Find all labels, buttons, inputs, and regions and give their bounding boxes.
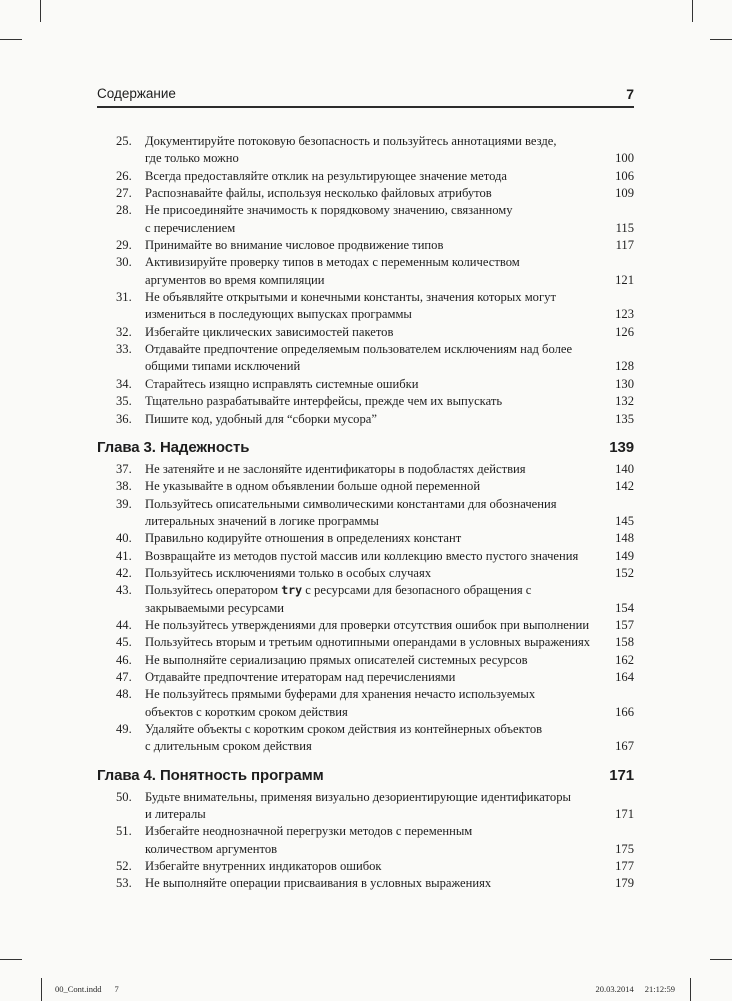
toc-item-line: Не объявляйте открытыми и конечными константы, значения которых могут <box>145 290 556 305</box>
slug-time: 21:12:59 <box>644 984 675 994</box>
toc-item-text <box>145 393 609 410</box>
toc-item-page: 164 <box>615 669 634 684</box>
toc-item-text <box>145 168 609 185</box>
toc-item <box>97 496 634 531</box>
crop-mark-bottom-right-vertical <box>690 978 691 1001</box>
toc-item <box>97 376 634 393</box>
toc-item <box>97 634 634 651</box>
toc-item-page: 171 <box>615 807 634 822</box>
toc-item-line: Не пользуйтесь прямыми буферами для хранения нечасто используемых <box>145 687 536 702</box>
toc-item-page: 149 <box>615 548 634 563</box>
toc-item-line: Старайтесь изящно исправлять системные ошибки <box>145 376 419 391</box>
toc-item-number: 50. <box>116 789 132 804</box>
toc-item <box>97 185 634 202</box>
toc-item-text <box>145 565 609 582</box>
toc-item <box>97 341 634 376</box>
toc-item-page: 154 <box>615 600 634 615</box>
toc-item-page: 106 <box>615 168 634 183</box>
toc-item <box>97 789 634 824</box>
toc-item-line: Не выполняйте сериализацию прямых описателей системных ресурсов <box>145 652 528 667</box>
crop-mark-top-left-vertical <box>40 0 41 22</box>
toc-item-page: 126 <box>615 324 634 339</box>
toc-item-page: 121 <box>615 272 634 287</box>
toc-item <box>97 478 634 495</box>
toc-item-line: Принимайте во внимание числовое продвижение типов <box>145 238 444 253</box>
toc-chapter-title: Глава 3. Надежность <box>97 438 250 456</box>
toc-item-text <box>145 721 609 756</box>
toc-item <box>97 582 634 617</box>
toc-item-line: объектов с коротким сроком действия <box>145 704 348 719</box>
crop-mark-top-right-vertical <box>692 0 693 22</box>
toc-item-line: Пользуйтесь исключениями только в особых случаях <box>145 565 432 580</box>
toc-item-text <box>145 324 609 341</box>
toc-item-line: закрываемыми ресурсами <box>145 600 284 615</box>
toc-item-line: Избегайте внутренних индикаторов ошибок <box>145 859 382 874</box>
toc-item-text <box>145 289 609 324</box>
toc-item <box>97 669 634 686</box>
toc-item-line: Правильно кодируйте отношения в определениях констант <box>145 531 462 546</box>
toc-item-number: 49. <box>116 722 132 736</box>
toc-item-number: 37. <box>116 461 132 476</box>
toc-item-page: 179 <box>615 876 634 891</box>
toc-item-text <box>145 858 609 875</box>
toc-item-text <box>145 496 609 531</box>
toc-item-number: 40. <box>116 531 132 546</box>
toc-item <box>97 652 634 669</box>
toc-item-text <box>145 341 609 376</box>
toc-item-text <box>145 530 609 547</box>
toc-item-number: 44. <box>116 617 132 632</box>
toc-item <box>97 530 634 547</box>
toc-item <box>97 393 634 410</box>
toc-item-page: 135 <box>615 411 634 426</box>
toc-item-page: 140 <box>615 461 634 476</box>
toc-item-page: 142 <box>615 479 634 494</box>
toc-item-page: 130 <box>615 376 634 391</box>
toc-item-line: Возвращайте из методов пустой массив или коллекцию вместо пустого значения <box>145 548 579 563</box>
toc-item-number: 48. <box>116 687 132 702</box>
toc-item-text <box>145 237 610 254</box>
toc-item-line: Избегайте неоднозначной перегрузки методов с переменным <box>145 824 473 839</box>
toc-item-line: Тщательно разрабатывайте интерфейсы, прежде чем их выпускать <box>145 394 503 409</box>
toc-item-line: и литералы <box>145 807 206 822</box>
toc-item-line: Пользуйтесь вторым и третьим однотипными операндами в условных выражениях <box>145 635 591 650</box>
crop-mark-bottom-left-vertical <box>41 978 42 1001</box>
toc-item-line: общими типами исключений <box>145 359 301 374</box>
toc-item-number: 25. <box>116 134 132 148</box>
toc-item-number: 32. <box>116 324 132 339</box>
toc-item-text <box>145 202 610 237</box>
toc-item-page: 158 <box>615 635 634 650</box>
toc-item-line: Пользуйтесь описательными символическими константами для обозначения <box>145 496 557 511</box>
page-number: 7 <box>626 86 634 102</box>
toc-item-number: 35. <box>116 394 132 409</box>
toc-item <box>97 461 634 478</box>
toc-item <box>97 721 634 756</box>
toc-item-text <box>145 411 609 428</box>
toc-item-text <box>145 652 609 669</box>
toc-item-number: 46. <box>116 652 132 667</box>
toc-item <box>97 875 634 892</box>
toc-item-text <box>145 582 609 617</box>
toc-item-text <box>145 185 609 202</box>
toc-item-number: 34. <box>116 376 132 391</box>
toc-item-page: 145 <box>615 513 634 528</box>
toc-item-line: с длительным сроком действия <box>145 739 312 754</box>
slug-date: 20.03.2014 <box>595 984 634 994</box>
toc-item-page: 175 <box>615 841 634 856</box>
toc-item-number: 28. <box>116 203 132 218</box>
toc-item-text <box>145 823 609 858</box>
toc-item-page: 109 <box>615 186 634 201</box>
toc-item <box>97 823 634 858</box>
toc-item-number: 31. <box>116 290 132 305</box>
toc-item-line: Отдавайте предпочтение итераторам над перечислениями <box>145 669 456 684</box>
toc-item-line: литеральных значений в логике программы <box>145 513 379 528</box>
toc-item-page: 123 <box>615 307 634 322</box>
toc-list <box>97 133 634 893</box>
toc-item-line: Отдавайте предпочтение определяемым пользователем исключениям над более <box>145 342 573 357</box>
toc-item-number: 39. <box>116 496 132 511</box>
toc-item <box>97 168 634 185</box>
toc-item-page: 117 <box>615 238 634 253</box>
toc-item-line: Всегда предоставляйте отклик на результирующее значение метода <box>145 168 508 183</box>
toc-item-number: 26. <box>116 168 132 183</box>
toc-item-line: с перечислением <box>145 220 236 235</box>
toc-item-page: 128 <box>615 359 634 374</box>
toc-item-text <box>145 478 609 495</box>
toc-item <box>97 565 634 582</box>
toc-item-line: измениться в последующих выпусках программы <box>145 307 412 322</box>
toc-item-number: 29. <box>116 238 132 253</box>
toc-item-number: 36. <box>116 411 132 426</box>
toc-item-text <box>145 686 609 721</box>
toc-item-text <box>145 875 609 892</box>
toc-item-text <box>145 376 609 393</box>
toc-item-line: Избегайте циклических зависимостей пакетов <box>145 324 394 339</box>
toc-item-number: 43. <box>116 583 132 598</box>
toc-chapter-page: 171 <box>609 766 634 784</box>
toc-item-line: Не присоединяйте значимость к порядковому значению, связанному <box>145 203 513 218</box>
toc-item-text <box>145 133 609 168</box>
toc-chapter-page: 139 <box>609 438 634 456</box>
toc-item-number: 52. <box>116 859 132 874</box>
toc-item-line: где только можно <box>145 151 239 166</box>
toc-chapter <box>97 438 634 458</box>
crop-mark-bottom-left-horizontal <box>0 959 22 960</box>
toc-item-text <box>145 254 609 289</box>
toc-item-page: 148 <box>615 531 634 546</box>
toc-item-text <box>145 669 609 686</box>
toc-item-page: 177 <box>615 859 634 874</box>
inline-code: try <box>281 583 303 598</box>
crop-mark-top-right-horizontal <box>710 39 732 40</box>
toc-item-number: 41. <box>116 548 132 563</box>
toc-item-text <box>145 634 609 651</box>
toc-item-text <box>145 789 609 824</box>
toc-item-page: 115 <box>615 220 634 235</box>
slug-right <box>596 984 675 994</box>
toc-item-line: Не пользуйтесь утверждениями для проверки отсутствия ошибок при выполнении <box>145 617 590 632</box>
toc-item <box>97 254 634 289</box>
toc-item-text <box>145 461 609 478</box>
toc-item-line: Пишите код, удобный для “сборки мусора” <box>145 411 377 426</box>
toc-item-number: 53. <box>116 876 132 891</box>
toc-item-number: 51. <box>116 824 132 839</box>
toc-item-page: 100 <box>615 151 634 166</box>
toc-item-number: 47. <box>116 669 132 684</box>
toc-item-line: Активизируйте проверку типов в методах с переменным количеством <box>145 255 520 270</box>
slug-file-page: 7 <box>114 984 119 994</box>
toc-item <box>97 289 634 324</box>
toc-item-number: 45. <box>116 635 132 650</box>
crop-mark-bottom-right-horizontal <box>710 959 732 960</box>
slug-left <box>55 984 119 994</box>
toc-item-page: 167 <box>615 739 634 754</box>
toc-item-text <box>145 548 609 565</box>
toc-item <box>97 686 634 721</box>
toc-item <box>97 133 634 168</box>
toc-item-line: аргументов во время компиляции <box>145 272 325 287</box>
toc-item-line: количеством аргументов <box>145 841 278 856</box>
toc-item-number: 30. <box>116 255 132 270</box>
toc-item-line: Удаляйте объекты с коротким сроком действия из контейнерных объектов <box>145 722 543 736</box>
toc-item-text <box>145 617 609 634</box>
toc-item <box>97 202 634 237</box>
toc-item-line: Не указывайте в одном объявлении больше одной переменной <box>145 479 481 494</box>
running-head <box>97 86 634 108</box>
toc-item-line: Пользуйтесь оператором try с ресурсами для безопасного обращения с <box>145 583 532 598</box>
toc-item <box>97 858 634 875</box>
toc-item <box>97 411 634 428</box>
toc-item <box>97 324 634 341</box>
toc-item-line: Не выполняйте операции присваивания в условных выражениях <box>145 876 492 891</box>
toc-item-number: 33. <box>116 342 132 357</box>
toc-item <box>97 237 634 254</box>
toc-item-page: 132 <box>615 394 634 409</box>
page-title: Содержание <box>97 86 176 101</box>
slug-file-name: 00_Cont.indd <box>55 984 102 994</box>
toc-item-number: 42. <box>116 565 132 580</box>
toc-item-page: 157 <box>615 617 634 632</box>
toc-item <box>97 617 634 634</box>
toc-item-line: Будьте внимательны, применяя визуально дезориентирующие идентификаторы <box>145 789 571 804</box>
toc-item-number: 27. <box>116 186 132 201</box>
toc-chapter <box>97 766 634 786</box>
toc-item-number: 38. <box>116 479 132 494</box>
toc-item-line: Не затеняйте и не заслоняйте идентификаторы в подобластях действия <box>145 461 526 476</box>
toc-item-line: Распознавайте файлы, используя несколько файловых атрибутов <box>145 186 492 201</box>
crop-mark-top-left-horizontal <box>0 39 22 40</box>
toc-item-page: 152 <box>615 565 634 580</box>
toc-item-line: Документируйте потоковую безопасность и пользуйтесь аннотациями везде, <box>145 134 557 148</box>
toc-chapter-title: Глава 4. Понятность программ <box>97 766 324 784</box>
toc-item-page: 162 <box>615 652 634 667</box>
toc-item <box>97 548 634 565</box>
toc-item-page: 166 <box>615 704 634 719</box>
